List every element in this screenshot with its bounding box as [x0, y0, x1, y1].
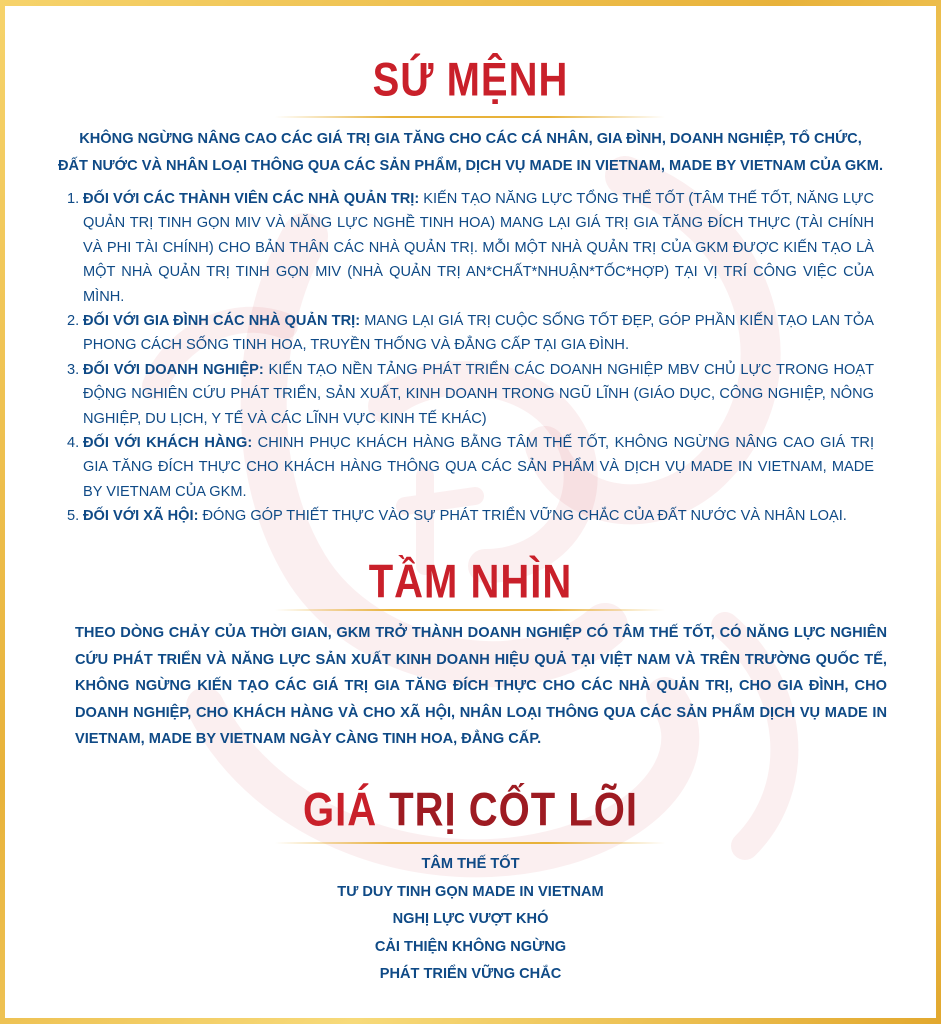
core-values-title-part-1: GIÁ [303, 784, 390, 836]
mission-item-label: ĐỐI VỚI GIA ĐÌNH CÁC NHÀ QUẢN TRỊ: [83, 313, 361, 330]
mission-item-number: 5. [67, 508, 80, 525]
core-values-divider [275, 842, 665, 844]
mission-item [5, 187, 936, 309]
mission-item [5, 358, 936, 431]
mission-item-number: 4. [67, 435, 80, 452]
mission-item [5, 309, 936, 358]
mission-lead-line-1: KHÔNG NGỪNG NÂNG CAO CÁC GIÁ TRỊ GIA TĂNG CHO CÁC CÁ NHÂN, GIA ĐÌNH, DOANH NGHIỆP, TỔ CHỨC, [79, 131, 862, 147]
mission-item-text: KIẾN TẠO NỀN TẢNG PHÁT TRIỂN CÁC DOANH NGHIỆP MBV CHỦ LỰC TRONG HOẠT ĐỘNG NGHIÊN CỨU PHÁT TRIỂN, SẢN XUẤT, KINH DOANH TRONG NGŨ LĨNH (GIÁO DỤC, CÔNG NGHIỆP, NÔNG NGHIỆP, DU LỊCH, Y TẾ VÀ CÁC LĨNH VỰC KINH TẾ KHÁC) [83, 361, 874, 427]
core-value-item: NGHỊ LỰC VƯỢT KHÓ [392, 911, 549, 928]
mission-divider [275, 116, 665, 118]
vision-title: TẦM NHÌN [368, 556, 573, 608]
core-value-item: TƯ DUY TINH GỌN MADE IN VIETNAM [337, 883, 604, 900]
mission-item-label: ĐỐI VỚI KHÁCH HÀNG: [83, 435, 253, 452]
mission-item-label: ĐỐI VỚI CÁC THÀNH VIÊN CÁC NHÀ QUẢN TRỊ: [83, 191, 420, 207]
mission-item-text: KIẾN TẠO NĂNG LỰC TỔNG THỂ TỐT (TÂM THẾ TỐT, NĂNG LỰC QUẢN TRỊ TINH GỌN MIV VÀ NĂNG LỰC NGHỀ TINH HOA) MANG LẠI GIÁ TRỊ GIA TĂNG ĐÍCH THỰC (TÀI CHÍNH VÀ PHI TÀI CHÍNH) CHO BẢN THÂN CÁC NHÀ QUẢN TRỊ. MỖI MỘT NHÀ QUẢN TRỊ CỦA GKM ĐƯỢC KIẾN TẠO LÀ MỘT NHÀ QUẢN TRỊ TINH GỌN MIV (NHÀ QUẢN TRỊ AN*CHẤT*NHUẬN*TỐC*HỢP) TẠI VỊ TRÍ CÔNG VIỆC CỦA MÌNH. [83, 191, 874, 305]
core-value-item: TÂM THẾ TỐT [421, 856, 520, 872]
core-value-item: PHÁT TRIỂN VỮNG CHẮC [379, 966, 562, 983]
core-values-title [5, 784, 936, 837]
core-values-title-part-2: TRỊ CỐT LÕI [389, 784, 638, 836]
mission-item-text: MANG LẠI GIÁ TRỊ CUỘC SỐNG TỐT ĐẸP, GÓP PHẦN KIẾN TẠO LAN TỎA PHONG CÁCH SỐNG TINH HOA, TRUYỀN THỐNG VÀ ĐẲNG CẤP TẠI GIA ĐÌNH. [83, 313, 874, 354]
mission-item-number: 1. [67, 191, 80, 207]
mission-item [5, 431, 936, 504]
mission-lead-line-2: ĐẤT NƯỚC VÀ NHÂN LOẠI THÔNG QUA CÁC SẢN PHẨM, DỊCH VỤ MADE IN VIETNAM, MADE BY VIETNAM CỦA GKM. [57, 158, 884, 174]
mission-lead [45, 126, 896, 180]
core-values-list [5, 851, 936, 989]
core-value-item: CẢI THIỆN KHÔNG NGỪNG [374, 938, 567, 955]
mission-item-number: 2. [67, 313, 80, 330]
mission-item-text: ĐÓNG GÓP THIẾT THỰC VÀO SỰ PHÁT TRIỂN VỮNG CHẮC CỦA ĐẤT NƯỚC VÀ NHÂN LOẠI. [198, 508, 847, 525]
mission-list [5, 187, 936, 529]
vision-divider [275, 609, 665, 611]
mission-item-label: ĐỐI VỚI XÃ HỘI: [83, 508, 199, 525]
mission-item [5, 504, 936, 528]
mission-item-label: ĐỐI VỚI DOANH NGHIỆP: [83, 361, 264, 378]
mission-item-number: 3. [67, 361, 80, 378]
vision-text: THEO DÒNG CHẢY CỦA THỜI GIAN, GKM TRỞ THÀNH DOANH NGHIỆP CÓ TÂM THẾ TỐT, CÓ NĂNG LỰC NGHIÊN CỨU PHÁT TRIỂN VÀ NĂNG LỰC SẢN XUẤT KINH DOANH HIỆU QUẢ TẠI VIỆT NAM VÀ TRÊN TRƯỜNG QUỐC TẾ, KHÔNG NGỪNG KIẾN TẠO CÁC GIÁ TRỊ GIA TĂNG ĐÍCH THỰC CHO CÁC NHÀ QUẢN TRỊ, CHO GIA ĐÌNH, CHO DOANH NGHIỆP, CHO KHÁCH HÀNG VÀ CHO XÃ HỘI, NHÂN LOẠI THÔNG QUA CÁC SẢN PHẨM DỊCH VỤ MADE IN VIETNAM, MADE BY VIETNAM NGÀY CÀNG TINH HOA, ĐẲNG CẤP. [75, 625, 887, 748]
mission-title: SỨ MỆNH [372, 54, 569, 106]
mission-item-text: CHINH PHỤC KHÁCH HÀNG BẰNG TÂM THẾ TỐT, KHÔNG NGỪNG NÂNG CAO GIÁ TRỊ GIA TĂNG ĐÍCH THỰC CHO KHÁCH HÀNG THÔNG QUA CÁC SẢN PHẨM VÀ DỊCH VỤ MADE IN VIETNAM, MADE BY VIETNAM CỦA GKM. [83, 435, 874, 500]
content-card [5, 6, 936, 1018]
